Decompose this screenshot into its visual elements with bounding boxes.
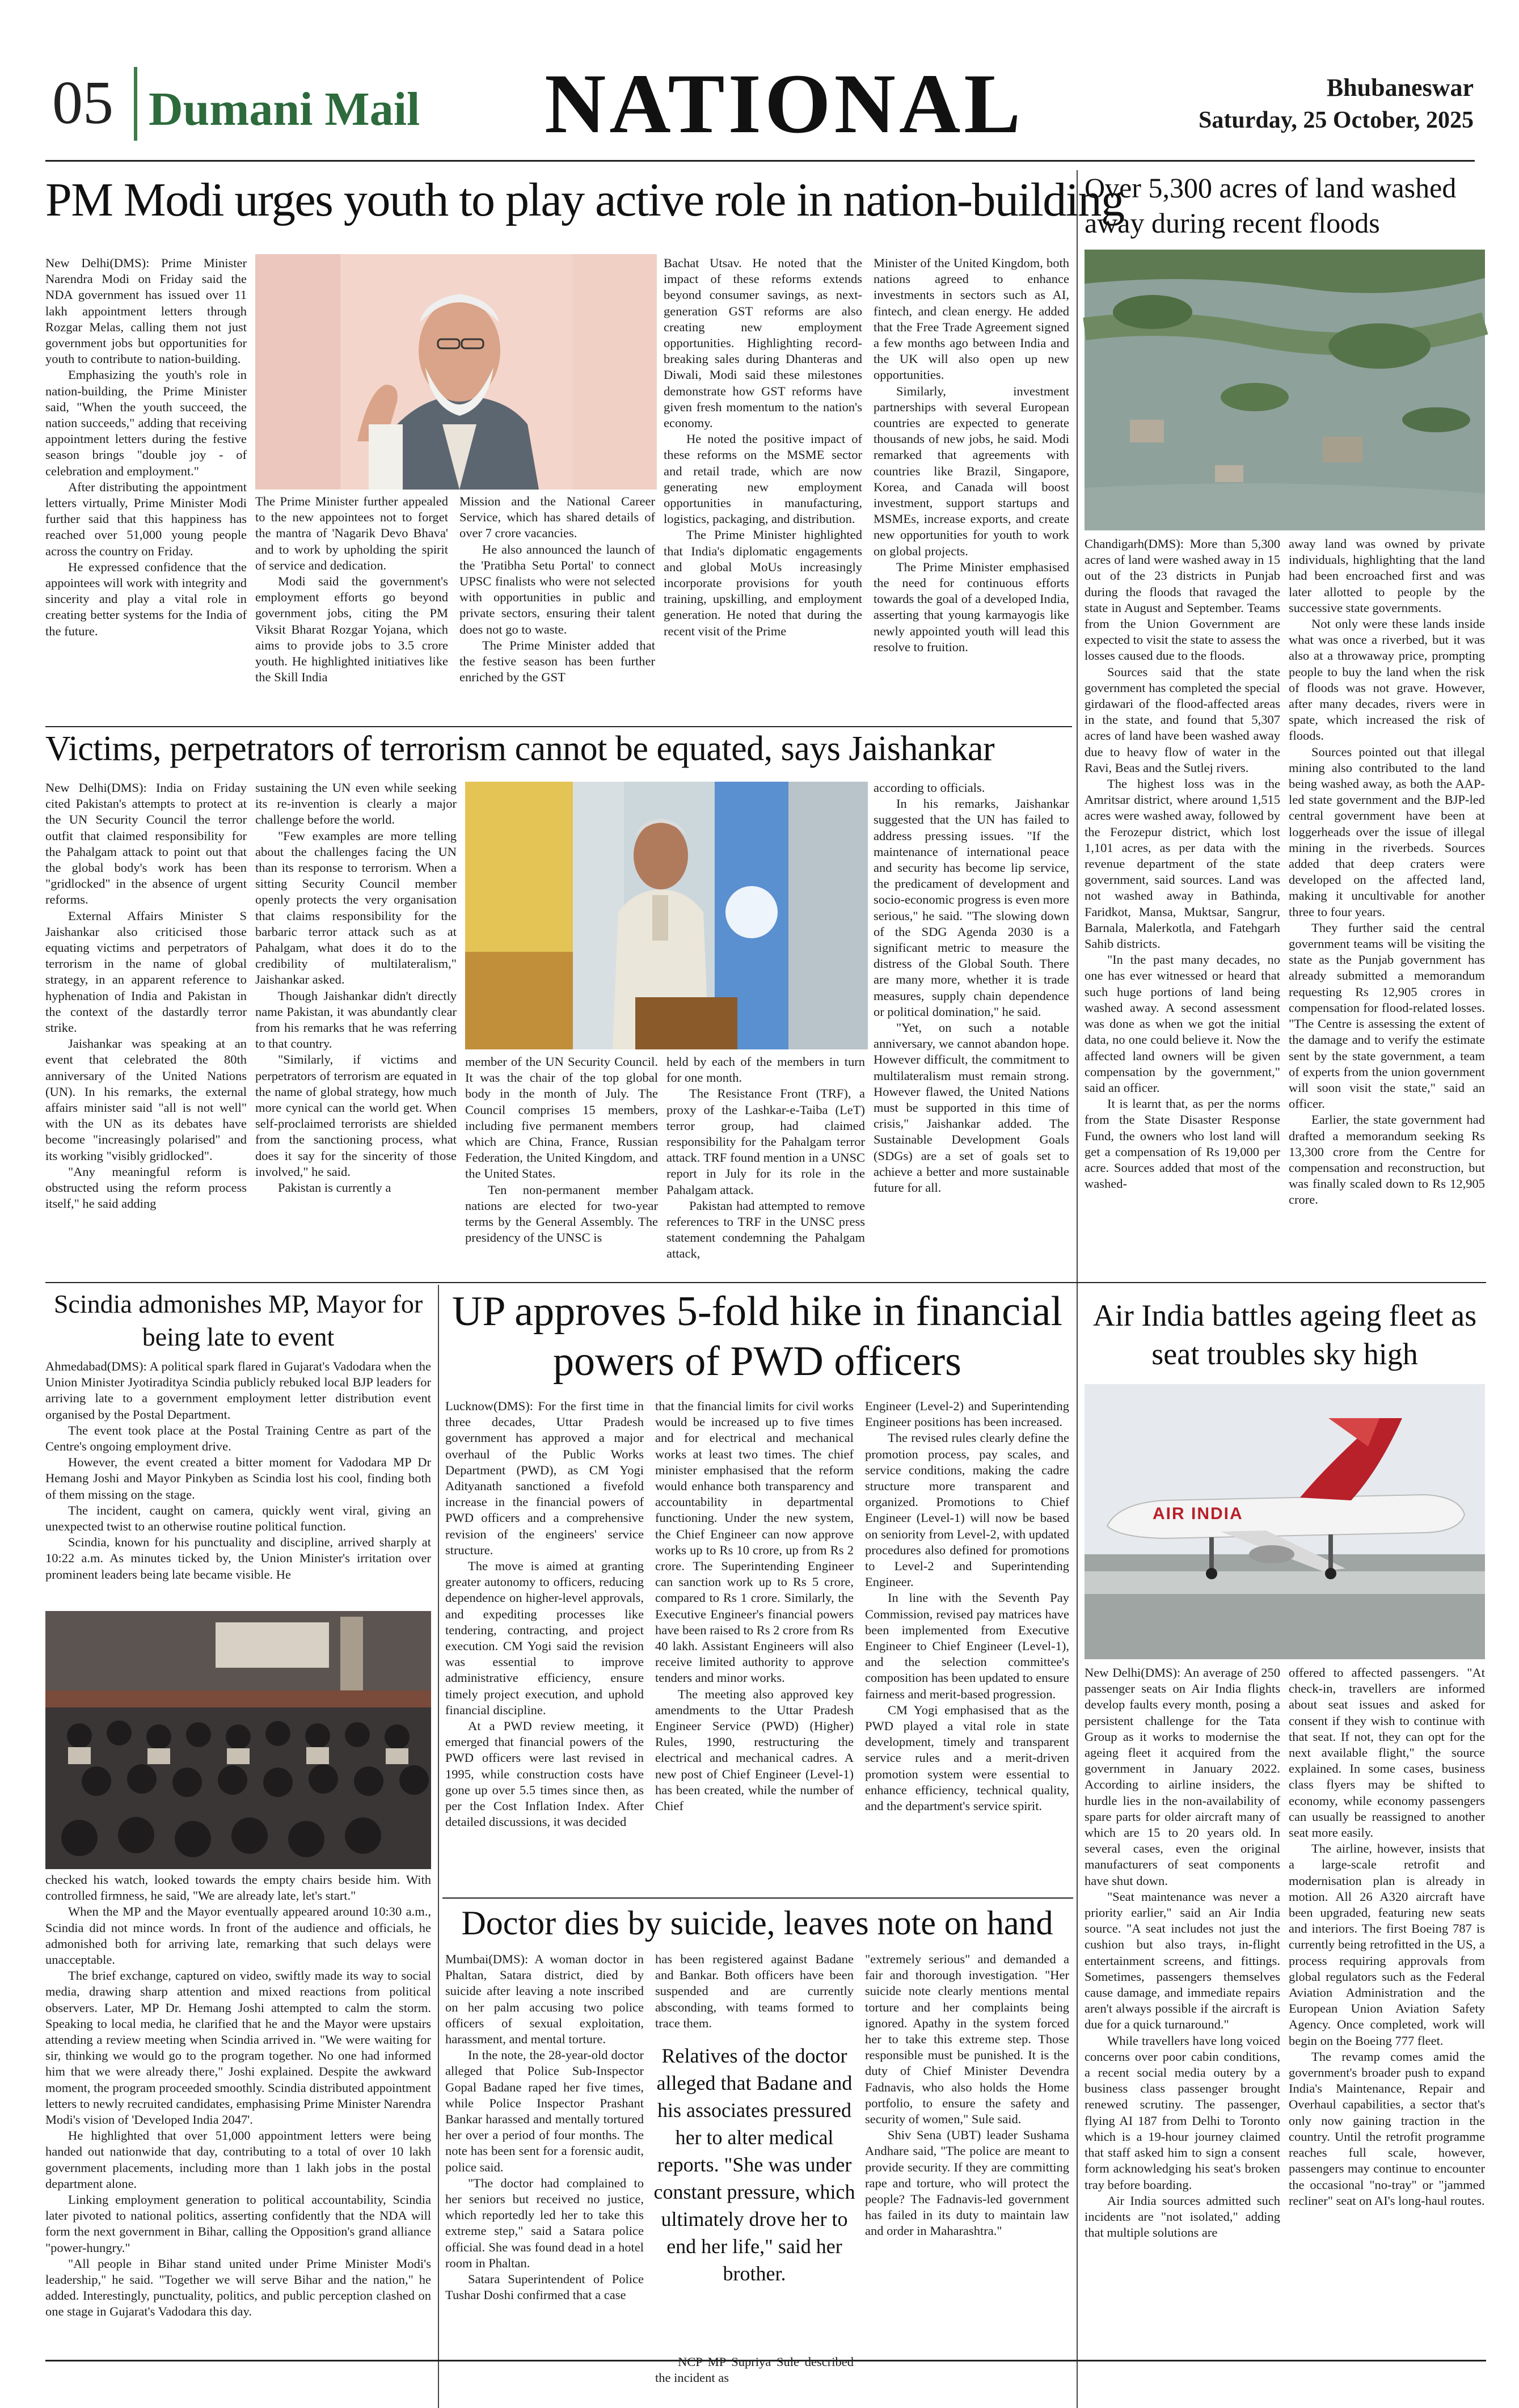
paragraph: "Seat maintenance was never a priority earlier," said an Air India source. "A seat includes not just the cushion but also trays, in-flight entertainment screens, and fittings. Sometimes, passengers themselves cause damage, and immediate repairs aren't always possible if the aircraft is due for a quick turnaround." <box>1085 1889 1280 2032</box>
paragraph: The meeting also approved key amendments to the Uttar Pradesh Engineer Service (PWD) (Higher) Rules, 1990, restructuring the electrical and mechanical cadres. A new post of Chief Engineer (Level-1) has been created, while the number of Chief <box>655 1686 854 1814</box>
paragraph: Pakistan had attempted to remove references to TRF in the UNSC press statement condemning the Pahalgam attack, <box>666 1198 865 1261</box>
column-rule <box>438 1285 439 2408</box>
paragraph: Mumbai(DMS): A woman doctor in Phaltan, Satara district, died by suicide after leaving a note inscribed on her palm accusing two police officers of sexual exploitation, harassment, and mental torture. <box>445 1952 644 2047</box>
paragraph: Ten non-permanent member nations are elected for two-year terms by the General Assembly. The presidency of the UNSC is <box>465 1182 658 1245</box>
paragraph: Air India sources admitted such incidents are "not isolated," adding that multiple solutions are <box>1085 2193 1280 2240</box>
article-column <box>445 1398 644 1895</box>
story-headline: Air India battles ageing fleet as seat troubles sky high <box>1092 1298 1477 1371</box>
paragraph: Satara Superintendent of Police Tushar Doshi confirmed that a case <box>445 2272 644 2302</box>
paragraph: While travellers have long voiced concerns over poor cabin conditions, a recent social media outery by a business class passenger brought renewed scrutiny. The passenger, flying AI 187 from Delhi to Toronto which is a 19-hour journey claimed that staff asked him to sign a consent form acknowledging his seat's broken tray before boarding. <box>1085 2033 1280 2192</box>
article-column <box>45 1872 431 2405</box>
paragraph: Jaishankar was speaking at an event that celebrated the 80th anniversary of the United Nations (UN). In his remarks, the external affairs minister said "all is not well" with the UN as its debates have become "increasingly polarised" and its working "visibly gridlocked". <box>45 1036 247 1163</box>
paragraph: The Prime Minister further appealed to the new appointees not to forget the mantra of 'Nagarik Devo Bhava' and to work by upholding the spirit of service and dedication. <box>255 494 448 572</box>
article-column <box>459 494 655 726</box>
paragraph: CM Yogi emphasised that as the PWD played a vital role in state development, timely and transparent service rules and a merit-driven promotion system were essential to enhance efficiency, technical quality, and the department's service spirit. <box>865 1702 1069 1814</box>
paragraph: sustaining the UN even while seeking its re-invention is clearly a major challenge before the world. <box>255 781 457 827</box>
story-rule <box>45 1282 1486 1283</box>
section-title: NATIONAL <box>545 57 1024 151</box>
article-column: has been registered against Badane and Bankar. Both officers have been suspended and are currently absconding, with teams formed to trace them. <box>655 1952 854 2030</box>
paragraph: The Prime Minister added that the festive season has been further enriched by the GST <box>459 638 655 685</box>
paragraph: He expressed confidence that the appointees will work with integrity and sincerity and play a vital role in creating better systems for the India of the future. <box>45 559 247 638</box>
paragraph: Linking employment generation to political accountability, Scindia later pivoted to national politics, asserting confidently that the NDA will form the next government in Bihar, calling the Opposition's grand alliance "power-hungry." <box>45 2192 431 2255</box>
article-column: NCP MP Supriya Sule described the incident as <box>655 2355 854 2385</box>
article-column <box>874 780 1069 1279</box>
article-column <box>865 1398 1069 1895</box>
pull-quote: Relatives of the doctor alleged that Badane and his associates pressured her to alter medical reports. "She was under constant pressure, which ultimately drove her to end her life," said her brother. <box>653 2044 855 2285</box>
column-rule <box>1077 170 1078 1288</box>
article-column <box>255 780 457 1279</box>
paragraph: Chandigarh(DMS): More than 5,300 acres of land were washed away in 15 out of the 23 districts in Punjab during the floods that ravaged the state in August and September. Teams from the Union Government are expected to visit the state to assess the losses caused due to the floods. <box>1085 537 1280 663</box>
paragraph: Earlier, the state government had drafted a memorandum seeking Rs 13,300 crore from the Centre for compensation and reconstruction, but was finally scaled down to Rs 12,905 crore. <box>1289 1112 1485 1207</box>
paragraph: Modi said the government's employment efforts go beyond government jobs, citing the PM Viksit Bharat Rozgar Yojana, which aims to provide jobs to 3.5 crore youth. He highlighted initiatives like the Skill India <box>255 574 448 685</box>
paragraph: according to officials. <box>874 781 985 795</box>
audience-hall-illustration <box>45 1611 431 1869</box>
paragraph: Scindia, known for his punctuality and discipline, arrived sharply at 10:22 a.m. As minutes ticked by, the Union Minister's irritation over prominent leaders being late became visible. He <box>45 1535 431 1582</box>
story-headline: Victims, perpetrators of terrorism cannot be equated, says Jaishankar <box>45 729 995 768</box>
paragraph: Similarly, investment partnerships with several European countries are expected to generate thousands of new jobs, he said. Modi remarked that agreements with countries like Brazil, Singapore, Korea, and Canada will boost investment, support startups and MSMEs, increase exports, and create new opportunities for youth to work on global projects. <box>874 383 1069 558</box>
article-column <box>655 1398 854 1895</box>
speaker-at-podium-illustration <box>465 782 868 1049</box>
paragraph: The Prime Minister emphasised the need for continuous efforts towards the goal of a developed India, asserting that young karmayogis like newly appointed youth will lead this resolve to fruition. <box>874 559 1069 654</box>
paragraph: offered to affected passengers. "At check-in, travellers are informed about seat issues and asked for consent if they wish to continue with that seat. If not, they can opt for the next available flight," the source explained. In some cases, business class flyers may be shifted to economy, while economy passengers can usually be reassigned to another seat more easily. <box>1289 1665 1485 1840</box>
paragraph: "All people in Bihar stand united under Prime Minister Modi's leadership," he said. "Together we will serve Bihar and the nation," he added. Interestingly, punctuality, politics, and public perception clashed on one stage in Gujarat's Vadodara this day. <box>45 2256 431 2319</box>
paragraph: The brief exchange, captured on video, swiftly made its way to social media, drawing sharp attention and mixed reactions from political observers. Later, MP Dr. Hemang Joshi attempted to calm the storm. Speaking to local media, he clarified that he and the Mayor were upstairs attending a review meeting when Scindia arrived in. "We were waiting for sir, thinking we would go to the program together. No one had informed him that we were already there," Joshi explained. Despite the awkward moment, the program proceeded smoothly. Scindia distributed appointment letters to newly recruited candidates, emphasising Prime Minister Narendra Modi's vision of 'Developed India 2047'. <box>45 1968 431 2127</box>
paragraph: The revised rules clearly define the promotion process, pay scales, and service conditions, making the cadre structure more transparent and organized. Promotions to Chief Engineer (Level-1) will now be based on seniority from Level-2, with updated procedures also defined for promotions to Level-2 and Superintending Engineer. <box>865 1431 1069 1589</box>
page-number: 05 <box>52 69 113 137</box>
paragraph: New Delhi(DMS): An average of 250 passenger seats on Air India flights develop faults every month, posing a persistent challenge for the Tata Group as it works to modernise the ageing fleet it acquired from the government in January 2022. According to airline insiders, the hurdle lies in the non-availability of spare parts for older aircraft many of which are 15 to 20 years old. In several cases, even the original manufacturers of seat components have shut down. <box>1085 1665 1280 1888</box>
article-column <box>465 1054 658 1281</box>
story-headline: Over 5,300 acres of land washed away during recent floods <box>1085 172 1457 239</box>
paragraph: Though Jaishankar didn't directly name Pakistan, it was abundantly clear from his remarks that he was referring to that country. <box>255 988 457 1051</box>
story-headline: PM Modi urges youth to play active role in nation-building <box>45 174 1124 226</box>
paragraph: "Similarly, if victims and perpetrators of terrorism are equated in the name of global strategy, how much more cynical can the world get. When self-proclaimed terrorists are shielded from the sanctioning process, what does it say for the sincerity of those involved," he said. <box>255 1052 457 1179</box>
paragraph: In his remarks, Jaishankar suggested that the UN has failed to address pressing issues. "If the maintenance of international peace and security has become lip service, the predicament of development and socio-economic progress is even more serious," he said. "The slowing down of the SDG Agenda 2030 is a significant metric to measure the distress of the Global South. There are many more, whether it is trade measures, supply chain dependence or political domination," he said. <box>874 796 1069 1019</box>
paragraph: At a PWD review meeting, it emerged that financial powers of the PWD officers were last revised in 1995, while construction costs have gone up over 5.5 times since then, as per the Cost Inflation Index. After detailed discussions, it was decided <box>445 1719 644 1829</box>
article-column <box>445 1951 644 2405</box>
article-column <box>874 255 1069 726</box>
paragraph: New Delhi(DMS): India on Friday cited Pakistan's attempts to protect at the UN Security Council the terror outfit that claimed responsibility for the Pahalgam attack to point out that the global body's work has been "gridlocked" in the absence of urgent reforms. <box>45 781 247 907</box>
paragraph: The incident, caught on camera, quickly went viral, giving an unexpected twist to an otherwise routine political function. <box>45 1503 431 1534</box>
paragraph: The Prime Minister highlighted that India's diplomatic engagements and global MoUs increasingly incorporate provisions for youth training, upskilling, and employment generation. He noted that during the recent visit of the Prime <box>664 528 862 638</box>
article-column <box>666 1054 865 1281</box>
dateline-date: Saturday, 25 October, 2025 <box>1199 107 1474 133</box>
paragraph: Not only were these lands inside what was once a riverbed, but it was also at a throwaway price, prompting people to buy the land when the risk of floods was not grave. However, after many decades, rivers were in spate, which increased the risk of floods. <box>1289 617 1485 743</box>
paragraph: "In the past many decades, no one has ever witnessed or heard that such huge portions of land being washed away. A second assessment was done as when we got the initial data, no one could believe it. Now the affected land owners will be given compensation by the government," said an officer. <box>1085 952 1280 1095</box>
masthead-rule <box>45 160 1475 162</box>
paragraph: Ahmedabad(DMS): A political spark flared in Gujarat's Vadodara when the Union Minister Jyotiraditya Scindia publicly rebuked local BJP leaders for arriving late to a government employment letter distribution event organised by the Postal Department. <box>45 1359 431 1422</box>
paragraph: When the MP and the Mayor eventually appeared around 10:30 a.m., Scindia did not mince words. In front of the audience and officials, he admonished both for arriving late, remarking that such delays were unacceptable. <box>45 1904 431 1967</box>
paragraph: away land was owned by private individuals, highlighting that the land had been encroached first and was later allotted to people by the successive state governments. <box>1289 537 1485 615</box>
article-column <box>1289 1665 1485 2405</box>
paragraph: member of the UN Security Council. It was the chair of the top global body in the month of July. The Council comprises 15 members, including five permanent members which are China, France, Russian Federation, the United Kingdom, and the United States. <box>465 1055 658 1181</box>
paragraph: Emphasizing the youth's role in nation-building, the Prime Minister said, "When the youth succeed, the nation succeeds," adding that receiving appointment letters during the festive season brings "double joy - of celebration and employment." <box>45 368 247 478</box>
dateline-city: Bhubaneswar <box>1326 74 1474 102</box>
paragraph: Shiv Sena (UBT) leader Sushama Andhare said, "The police are meant to provide security. If they are committing rape and torture, who will protect the people? The Fadnavis-led government has failed in its duty to maintain law and order in Maharashtra." <box>865 2128 1069 2238</box>
article-column <box>45 780 247 1279</box>
paragraph: They further said the central government teams will be visiting the state as the Punjab government has already submitted a memorandum requesting Rs 12,905 crores in compensation for flood-related losses. "The Centre is assessing the extent of the damage and to verify the estimate sent by the state government, a team of experts from the union government will soon visit the state," said an officer. <box>1289 920 1485 1111</box>
flood-photo <box>1085 250 1485 530</box>
flooded-village-illustration <box>1085 250 1485 530</box>
aircraft-illustration <box>1085 1384 1485 1659</box>
article-column <box>45 1359 431 1608</box>
paragraph: However, the event created a bitter moment for Vadodara MP Dr Hemang Joshi and Mayor Pinkyben as Scindia lost his cool, finding both of them missing on the stage. <box>45 1455 431 1502</box>
paragraph: He highlighted that over 51,000 appointment letters were being handed out nationwide that day, contributing to a total of over 10 lakh government placements, including more than 1 lakh jobs in the postal department alone. <box>45 2128 431 2191</box>
paragraph: It is learnt that, as per the norms from the State Disaster Response Fund, the owners who lost land will get a compensation of Rs 19,000 per acre. Sources added that most of the washed- <box>1085 1097 1280 1191</box>
paragraph: "extremely serious" and demanded a fair and thorough investigation. "Her suicide note clearly mentions mental torture and her complaints being ignored. Apathy in the system forced her to take this extreme step. Those responsible must be punished. It is the duty of Chief Minister Devendra Fadnavis, who also holds the Home portfolio, to ensure the safety and security of women," Sule said. <box>865 1952 1069 2127</box>
paragraph: that the financial limits for civil works would be increased up to five times and for electrical and mechanical works at least two times. The chief minister emphasised that the reform would enhance both transparency and accountability in departmental functioning. Under the new system, the Chief Engineer can now approve works up to Rs 10 crore, up from Rs 2 crore. The Superintending Engineer can sanction work up to Rs 5 crore, compared to Rs 1 crore. Similarly, the Executive Engineer's financial powers have been raised to Rs 2 crore from Rs 40 lakh. Assistant Engineers will also receive limited authority to approve tenders and minor works. <box>655 1399 854 1685</box>
paragraph: The highest loss was in the Amritsar district, where around 1,515 acres were washed away, followed by the Ferozepur district, which lost 1,101 acres, as per data with the revenue department of the state government, said sources. Land was not washed away in Bathinda, Faridkot, Mansa, Muktsar, Sangrur, Barnala, Malerkotla, and Fatehgarh Sahib districts. <box>1085 777 1280 951</box>
aircraft-livery-text: AIR INDIA <box>1153 1504 1243 1523</box>
footer-rule <box>45 2360 1486 2361</box>
article-column <box>1085 1665 1280 2405</box>
air-india-aircraft-photo <box>1085 1384 1485 1659</box>
pm-modi-photo <box>255 254 657 490</box>
paragraph: Mission and the National Career Service, which has shared details of over 7 crore vacancies. <box>459 494 655 541</box>
paragraph: The move is aimed at granting greater autonomy to officers, reducing dependence on higher-level approvals, and expediting processes like tendering, contracting, and project execution. CM Yogi said the revision was essential to improve administrative efficiency, ensure timely project execution, and uphold financial discipline. <box>445 1559 644 1717</box>
article-column <box>1085 536 1280 1288</box>
article-column <box>664 255 862 726</box>
paragraph: Bachat Utsav. He noted that the impact of these reforms extends beyond consumer savings, as next-generation GST reforms are also creating new employment opportunities. Highlighting record-breaking sales during Dhanteras and Diwali, Modi said these milestones demonstrate how GST reforms have given fresh momentum to the nation's economy. <box>664 256 862 431</box>
paragraph: Minister of the United Kingdom, both nations agreed to enhance investments in sectors such as AI, fintech, and clean energy. He added that the Free Trade Agreement signed a few months ago between India and the UK will also open up new opportunities. <box>874 256 1069 382</box>
column-rule <box>1077 1285 1078 2408</box>
paragraph: Engineer (Level-2) and Superintending Engineer positions has been increased. <box>865 1399 1069 1429</box>
paragraph: "Yet, on such a notable anniversary, we cannot abandon hope. However difficult, the commitment to multilateralism must remain strong. However flawed, the United Nations must be supported in this time of crisis," Jaishankar added. The Sustainable Development Goals (SDGs) are a set of goals set to achieve a better and more sustainable future for all. <box>874 1020 1069 1195</box>
paragraph: Sources said that the state government has completed the special girdawari of the flood-affected areas in the state, and found that 5,307 acres of land have been washed away due to heavy flow of water in the Ravi, Beas and the Sutlej rivers. <box>1085 664 1280 775</box>
paragraph: After distributing the appointment letters virtually, Prime Minister Modi further said that this happiness has reached over 51,000 young people across the country on Friday. <box>45 479 247 558</box>
paragraph: He noted the positive impact of these reforms on the MSME sector and retail trade, which are now generating new employment opportunities in manufacturing, logistics, packaging, and distribution. <box>664 432 862 526</box>
paragraph: "Few examples are more telling about the challenges facing the UN than its response to terrorism. When a sitting Security Council member openly protects the very organisation that claims responsibility for the barbaric terror attack such as at Pahalgam, what does it do to the credibility of multilateralism," Jaishankar asked. <box>255 828 457 987</box>
paragraph: Pakistan is currently a <box>278 1180 391 1195</box>
paragraph: "Any meaningful reform is obstructed using the reform process itself," he said adding <box>45 1164 247 1211</box>
story-headline: Doctor dies by suicide, leaves note on hand <box>461 1904 1053 1942</box>
newspaper-name: Dumani Mail <box>149 83 420 136</box>
scindia-event-photo <box>45 1611 431 1869</box>
paragraph: The event took place at the Postal Training Centre as part of the Centre's ongoing employment drive. <box>45 1423 431 1454</box>
story-rule <box>442 1897 1073 1899</box>
person-speaking-illustration <box>255 254 657 490</box>
paragraph: "The doctor had complained to her seniors but received no justice, which reportedly led her to take this extreme step," said a Satara police official. She was found dead in a hotel room in Phaltan. <box>445 2175 644 2270</box>
masthead-divider <box>134 67 137 141</box>
story-rule <box>45 726 1072 727</box>
paragraph: The revamp comes amid the government's broader push to expand India's Maintenance, Repair and Overhaul capabilities, a sector that's only now gaining traction in the country. Until the retrofit programme reaches full scale, however, passengers may continue to encounter the occasional "no-tray" or "jammed recliner" seat on AI's long-haul routes. <box>1289 2049 1485 2208</box>
jaishankar-photo <box>465 782 868 1049</box>
article-column <box>45 255 247 726</box>
story-headline: Scindia admonishes MP, Mayor for being late to event <box>53 1289 423 1351</box>
article-column <box>865 1951 1069 2405</box>
paragraph: Lucknow(DMS): For the first time in three decades, Uttar Pradesh government has approved a major overhaul of the Public Works Department (PWD), as CM Yogi Adityanath sanctioned a fivefold increase in the financial powers of PWD officers and a comprehensive revision of the engineers' service structure. <box>445 1399 644 1557</box>
paragraph: checked his watch, looked towards the empty chairs beside him. With controlled firmness, he said, "We are already late, let's start." <box>45 1873 431 1903</box>
story-headline: UP approves 5-fold hike in financial powers of PWD officers <box>452 1288 1063 1385</box>
paragraph: He also announced the launch of the 'Pratibha Setu Portal' to connect UPSC finalists who were not selected with opportunities in public and private sectors, ensuring their talent does not go to waste. <box>459 542 655 636</box>
paragraph: External Affairs Minister S Jaishankar also criticised those equating victims and perpetrators of terrorism in the name of global strategy, in an apparent reference to hyphenation of India and Pakistan in the context of the dastardly terror strike. <box>45 908 247 1035</box>
article-column <box>1289 536 1485 1288</box>
paragraph: Sources pointed out that illegal mining also contributed to the land being washed away, as both the AAP-led state government and the BJP-led central government have been at loggerheads over the issue of illegal mining in the riverbeds. Sources added that deep craters were developed on the affected land, making it uncultivable for another three to four years. <box>1289 744 1485 919</box>
paragraph: New Delhi(DMS): Prime Minister Narendra Modi on Friday said the NDA government has issued over 11 lakh appointment letters through Rozgar Melas, calling them not just government jobs but opportunities for youth to contribute to nation-building. <box>45 256 247 366</box>
paragraph: In the note, the 28-year-old doctor alleged that Police Sub-Inspector Gopal Badane raped her five times, while Police Inspector Prashant Bankar harassed and mentally tortured her over a period of four months. The note has been sent for a forensic audit, police said. <box>445 2048 644 2174</box>
paragraph: In line with the Seventh Pay Commission, revised pay matrices have been implemented from Executive Engineer to Chief Engineer (Level-1), and the selection committee's composition has been updated to ensure fairness and merit-based progression. <box>865 1591 1069 1701</box>
paragraph: held by each of the members in turn for one month. <box>666 1055 865 1085</box>
article-column <box>255 494 448 726</box>
paragraph: The airline, however, insists that a large-scale retrofit and modernisation plan is already in motion. All 26 A320 aircraft have been upgraded, featuring new seats and interiors. The first Boeing 787 is currently being retrofitted in the US, a process requiring approvals from global regulators such as the Federal Aviation Administration and the European Union Aviation Safety Agency. Once completed, work will begin on the Boeing 777 fleet. <box>1289 1841 1485 2048</box>
paragraph: The Resistance Front (TRF), a proxy of the Lashkar-e-Taiba (LeT) terror group, had claimed responsibility for the Pahalgam terror attack. TRF found mention in a UNSC report in July for its role in the Pahalgam attack. <box>666 1086 865 1197</box>
